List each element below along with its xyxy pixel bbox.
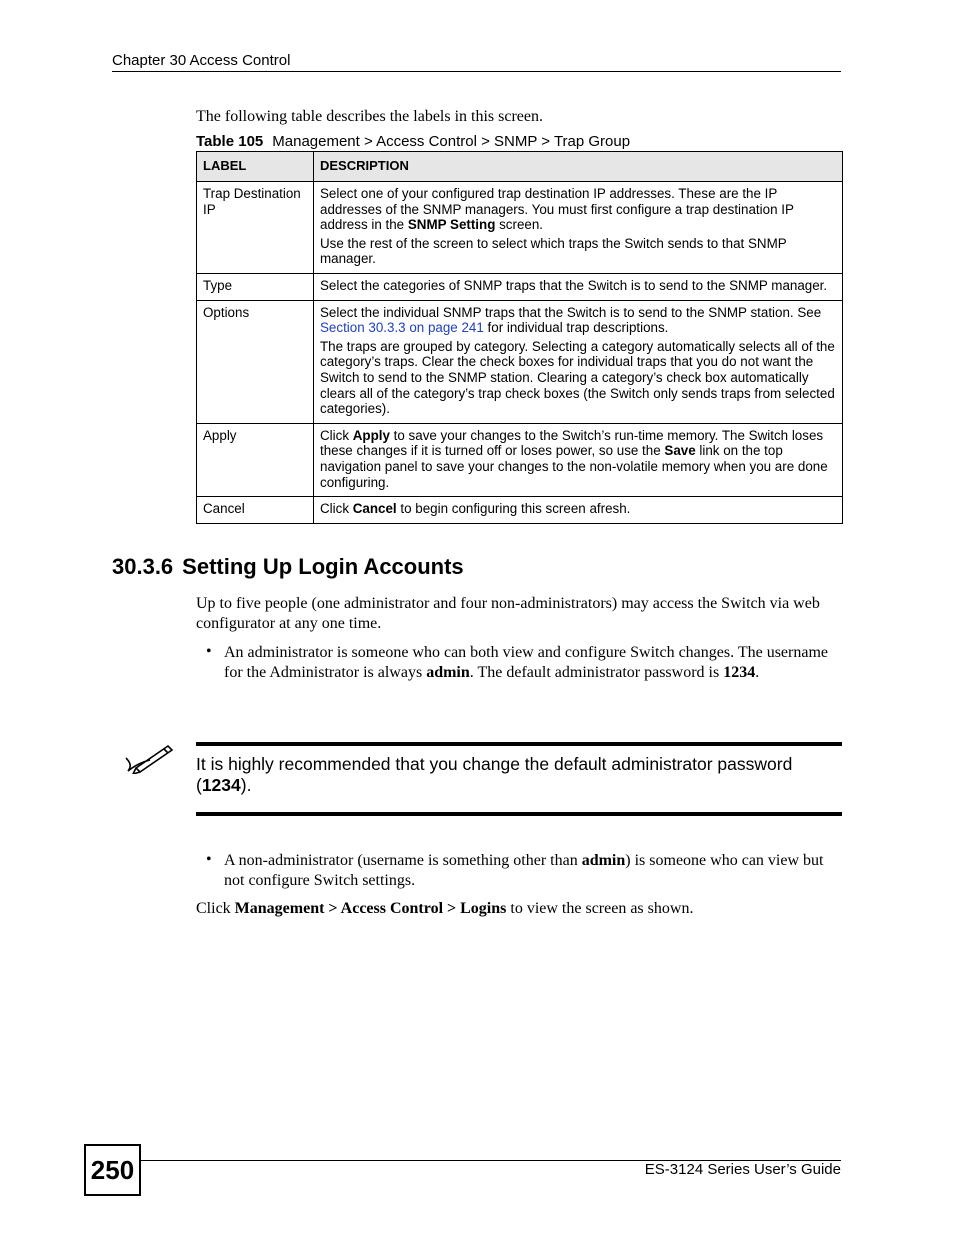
- bold-term: admin: [426, 664, 470, 681]
- chapter-header: Chapter 30 Access Control: [112, 52, 291, 69]
- menu-path: Management > Access Control > Logins: [234, 900, 507, 917]
- row-description: [314, 300, 843, 423]
- header-divider: [112, 71, 841, 72]
- table-caption-text: Management > Access Control > SNMP > Trap Group: [272, 133, 631, 150]
- row-label-trap-destination-ip: Trap Destination IP: [197, 182, 314, 274]
- text-run: It is highly recommended that you change the default administrator password (: [196, 754, 793, 795]
- text-run: Click: [196, 900, 235, 917]
- table-row: [197, 182, 843, 274]
- table-caption: [196, 133, 630, 150]
- page-number: 250: [84, 1144, 141, 1196]
- non-administrator-bullet: [224, 851, 842, 891]
- row-description: [314, 497, 843, 524]
- description-paragraph: The traps are grouped by category. Selecting a category automatically selects all of the category’s traps. Clear the check boxes for individual traps that you do not want the Switch to send to the SNMP station. Clearing a category’s check box automatically clears all of the category’s trap check boxes (the Switch only sends traps from selected categories).: [320, 338, 835, 417]
- text-run: An administrator is someone who can both view and configure Switch changes. The username for the Administrator is always: [224, 644, 828, 681]
- administrator-bullet: [224, 643, 842, 683]
- text-run: Click: [320, 501, 353, 517]
- bold-term: Apply: [352, 427, 390, 443]
- row-label-apply: Apply: [197, 423, 314, 496]
- description-paragraph: Use the rest of the screen to select which traps the Switch sends to that SNMP manager.: [320, 235, 787, 267]
- table-caption-label: Table 105: [196, 133, 264, 150]
- row-label-options: Options: [197, 300, 314, 423]
- text-run: Select one of your configured trap destination IP addresses. These are the IP addresses of the SNMP managers. You must first configure a trap destination IP address in the: [320, 186, 794, 233]
- text-run: to begin configuring this screen afresh.: [396, 501, 631, 517]
- table-row: [197, 423, 843, 496]
- text-run: to view the screen as shown.: [506, 900, 694, 917]
- bold-term: 1234: [723, 664, 756, 681]
- text-run: A non-administrator (username is something other than: [224, 852, 582, 869]
- table-row: [197, 300, 843, 423]
- description-paragraph: [320, 501, 836, 517]
- description-paragraph: [320, 305, 836, 336]
- text-run: screen.: [495, 217, 544, 233]
- table-row: [197, 497, 843, 524]
- description-paragraph: [320, 428, 836, 490]
- navigation-instruction: [196, 899, 842, 919]
- pencil-note-icon: [124, 740, 176, 779]
- bullet-marker: •: [206, 643, 212, 660]
- row-label-type: Type: [197, 273, 314, 300]
- note-bottom-rule: [196, 812, 842, 816]
- row-description: [314, 273, 843, 300]
- text-run: Click: [320, 427, 353, 443]
- section-heading: [112, 554, 464, 580]
- bold-term: 1234: [201, 775, 241, 795]
- text-run: Select the individual SNMP traps that the Switch is to send to the SNMP station. See: [320, 304, 822, 320]
- bold-term: admin: [581, 852, 626, 869]
- description-column-header: DESCRIPTION: [314, 152, 843, 182]
- text-run: to save your changes to the Switch’s run-time memory. The Switch loses these changes if it is turned off or loses power, so use the: [320, 427, 824, 459]
- bullet-marker: •: [206, 851, 212, 868]
- label-column-header: LABEL: [197, 152, 314, 182]
- row-description: [314, 423, 843, 496]
- table-header-row: [197, 152, 843, 182]
- note-text: [196, 754, 842, 796]
- section-title: Setting Up Login Accounts: [182, 554, 464, 579]
- text-run: for individual trap descriptions.: [483, 320, 669, 336]
- text-run: link on the top navigation panel to save your changes to the non-volatile memory when you are done configuring.: [320, 443, 828, 490]
- text-run: ).: [240, 775, 252, 795]
- table-intro-text: The following table describes the labels in this screen.: [196, 108, 544, 125]
- section-number: 30.3.6: [112, 554, 174, 579]
- section-cross-reference-link[interactable]: Section 30.3.3 on page 241: [320, 320, 484, 336]
- description-paragraph: [320, 186, 836, 233]
- text-run: .: [755, 664, 760, 681]
- bold-term: SNMP Setting: [407, 217, 496, 233]
- note-top-rule: [196, 742, 842, 746]
- intro-paragraph: Up to five people (one administrator and four non-administrators) may access the Switch via web configurator at any one time.: [196, 595, 820, 632]
- row-label-cancel: Cancel: [197, 497, 314, 524]
- labels-table: [196, 151, 843, 524]
- bold-term: Cancel: [352, 501, 397, 517]
- description-paragraph: Select the categories of SNMP traps that the Switch is to send to the SNMP manager.: [320, 277, 828, 293]
- text-run: . The default administrator password is: [469, 664, 724, 681]
- guide-title: ES-3124 Series User’s Guide: [644, 1161, 841, 1178]
- table-row: [197, 273, 843, 300]
- text-run: ) is someone who can view but not configure Switch settings.: [224, 852, 824, 889]
- bold-term: Save: [664, 443, 696, 459]
- row-description: [314, 182, 843, 274]
